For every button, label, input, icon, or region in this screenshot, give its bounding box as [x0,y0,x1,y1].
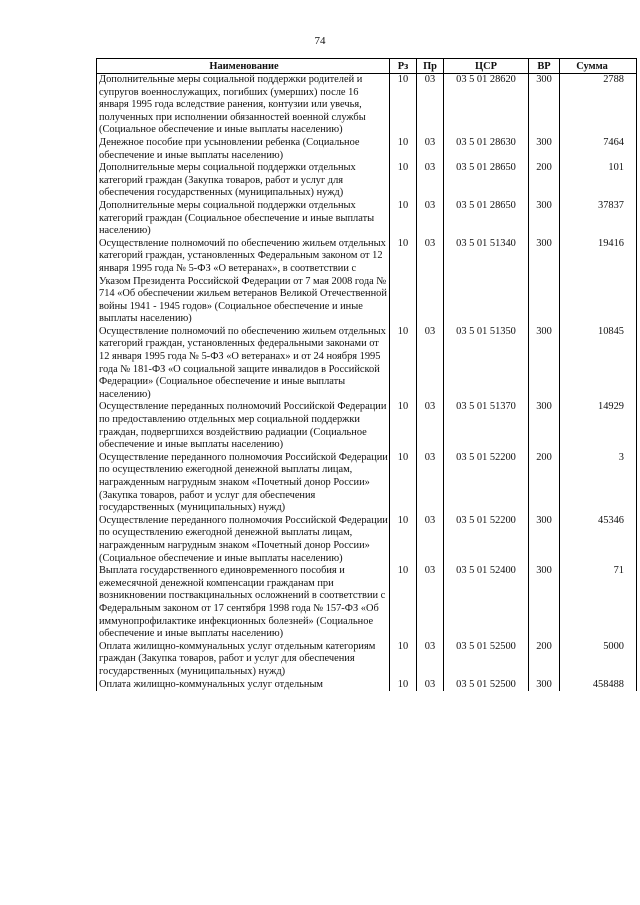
row-vr: 200 [529,452,560,515]
row-rz: 10 [390,515,417,565]
header-row [97,59,637,74]
row-csr: 03 5 01 28620 [444,74,529,137]
header-rz: Рз [390,59,417,74]
row-csr: 03 5 01 52500 [444,641,529,679]
table-row [97,238,637,326]
row-name: Дополнительные меры социальной поддержки отдельных категорий граждан (Социальное обеспечение и иные выплаты населению) [97,200,390,238]
row-sum: 7464 [560,137,637,162]
row-sum: 45346 [560,515,637,565]
header-sum: Сумма [560,59,637,74]
table-body [97,74,637,692]
table-row [97,515,637,565]
row-rz: 10 [390,162,417,200]
row-csr: 03 5 01 52400 [444,565,529,641]
row-csr: 03 5 01 51370 [444,401,529,451]
row-sum: 3 [560,452,637,515]
row-csr: 03 5 01 52500 [444,679,529,692]
row-pr: 03 [417,238,444,326]
table-header [97,59,637,74]
row-csr: 03 5 01 51350 [444,326,529,402]
row-csr: 03 5 01 28650 [444,162,529,200]
header-vr: ВР [529,59,560,74]
budget-table [96,58,637,691]
row-pr: 03 [417,200,444,238]
row-name: Оплата жилищно-коммунальных услуг отдельным [97,679,390,692]
row-rz: 10 [390,137,417,162]
row-sum: 5000 [560,641,637,679]
row-rz: 10 [390,452,417,515]
row-vr: 300 [529,679,560,692]
row-vr: 300 [529,565,560,641]
row-csr: 03 5 01 28650 [444,200,529,238]
table-row [97,565,637,641]
row-pr: 03 [417,641,444,679]
row-rz: 10 [390,679,417,692]
row-sum: 2788 [560,74,637,137]
row-rz: 10 [390,74,417,137]
row-rz: 10 [390,565,417,641]
row-name: Осуществление переданного полномочия Российской Федерации по осуществлению ежегодной денежной выплаты лицам, награжденным нагрудным знаком «Почетный донор России» (Закупка товаров, работ и услуг для обеспечения государственных (муниципальных) нужд) [97,452,390,515]
row-vr: 300 [529,401,560,451]
row-sum: 14929 [560,401,637,451]
row-sum: 10845 [560,326,637,402]
row-sum: 458488 [560,679,637,692]
row-rz: 10 [390,200,417,238]
row-pr: 03 [417,74,444,137]
table-row [97,74,637,137]
row-pr: 03 [417,162,444,200]
row-vr: 200 [529,162,560,200]
row-name: Оплата жилищно-коммунальных услуг отдельным категориям граждан (Закупка товаров, работ и услуг для обеспечения государственных (муниципальных) нужд) [97,641,390,679]
row-name: Осуществление полномочий по обеспечению жильем отдельных категорий граждан, установленных федеральными законами от 12 января 1995 года № 5-ФЗ «О ветеранах» и от 24 ноября 1995 года № 181-ФЗ «О социальной защите инвалидов в Российской Федерации» (Социальное обеспечение и иные выплаты населению) [97,326,390,402]
row-name: Выплата государственного единовременного пособия и ежемесячной денежной компенсации гражданам при возникновении поствакцинальных осложнений в соответствии с Федеральным законом от 17 сентября 1998 года № 157-ФЗ «Об иммунопрофилактике инфекционных болезней» (Социальное обеспечение и иные выплаты населению) [97,565,390,641]
row-pr: 03 [417,137,444,162]
row-csr: 03 5 01 28630 [444,137,529,162]
row-rz: 10 [390,401,417,451]
row-pr: 03 [417,679,444,692]
table-row [97,162,637,200]
row-name: Осуществление переданного полномочия Российской Федерации по осуществлению ежегодной денежной выплаты лицам, награжденным нагрудным знаком «Почетный донор России» (Социальное обеспечение и иные выплаты населению) [97,515,390,565]
row-pr: 03 [417,565,444,641]
table-row [97,326,637,402]
row-name: Осуществление переданных полномочий Российской Федерации по предоставлению отдельных мер социальной поддержки граждан, подвергшихся воздействию радиации (Социальное обеспечение и иные выплаты населению) [97,401,390,451]
row-vr: 300 [529,200,560,238]
row-vr: 300 [529,326,560,402]
header-pr: Пр [417,59,444,74]
row-pr: 03 [417,401,444,451]
table-row [97,137,637,162]
row-vr: 200 [529,641,560,679]
row-pr: 03 [417,515,444,565]
row-sum: 71 [560,565,637,641]
header-csr: ЦСР [444,59,529,74]
row-name: Осуществление полномочий по обеспечению жильем отдельных категорий граждан, установленных Федеральным законом от 12 января 1995 года № 5-ФЗ «О ветеранах», в соответствии с Указом Президента Российской Федерации от 7 мая 2008 года № 714 «Об обеспечении жильем ветеранов Великой Отечественной войны 1941 - 1945 годов» (Социальное обеспечение и иные выплаты населению) [97,238,390,326]
table-row [97,679,637,692]
row-csr: 03 5 01 52200 [444,515,529,565]
row-name: Дополнительные меры социальной поддержки отдельных категорий граждан (Закупка товаров, работ и услуг для обеспечения государственных (муниципальных) нужд) [97,162,390,200]
row-vr: 300 [529,238,560,326]
row-rz: 10 [390,326,417,402]
header-name: Наименование [97,59,390,74]
row-vr: 300 [529,137,560,162]
row-name: Денежное пособие при усыновлении ребенка (Социальное обеспечение и иные выплаты населению) [97,137,390,162]
table-row [97,452,637,515]
row-rz: 10 [390,238,417,326]
row-csr: 03 5 01 52200 [444,452,529,515]
row-sum: 37837 [560,200,637,238]
row-sum: 19416 [560,238,637,326]
table-row [97,641,637,679]
row-vr: 300 [529,74,560,137]
row-name: Дополнительные меры социальной поддержки родителей и супругов военнослужащих, погибших (умерших) после 16 января 1995 года вследствие ранения, контузии или увечья, полученных при исполнении обязанностей военной службы (Социальное обеспечение и иные выплаты населению) [97,74,390,137]
row-vr: 300 [529,515,560,565]
row-sum: 101 [560,162,637,200]
row-pr: 03 [417,452,444,515]
row-rz: 10 [390,641,417,679]
table-row [97,401,637,451]
table-row [97,200,637,238]
row-pr: 03 [417,326,444,402]
row-csr: 03 5 01 51340 [444,238,529,326]
page-number: 74 [314,35,326,47]
